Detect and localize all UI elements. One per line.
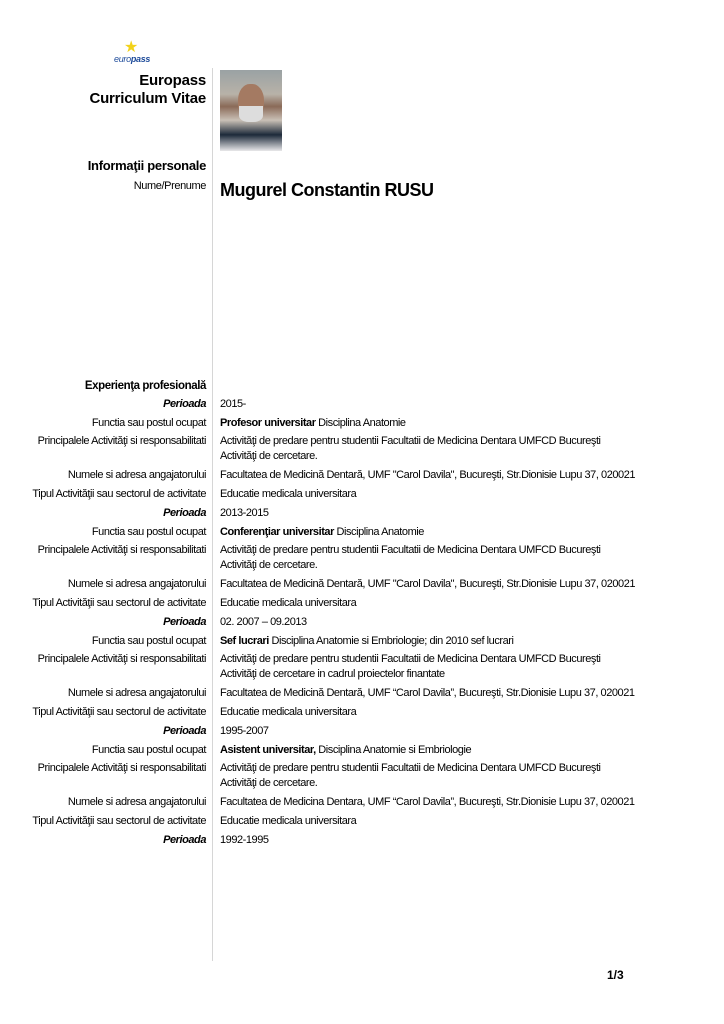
- period-row-value: 1992-1995: [220, 834, 269, 846]
- sector-row-label: Tipul Activităţii sau sectorul de activitate: [32, 815, 206, 827]
- experience-section: [0, 397, 724, 852]
- person-name: Mugurel Constantin RUSU: [220, 180, 434, 200]
- activities-row-label: Principalele Activităţi si responsabilitati: [37, 544, 206, 556]
- employer-row-value: Facultatea de Medicina Dentara, UMF “Carol Davila”, Bucureşti, Str.Dionisie Lupu 37, 020021: [220, 796, 635, 808]
- position-row: [0, 743, 724, 761]
- activities-row-label: Principalele Activităţi si responsabilitati: [37, 653, 206, 665]
- star-icon: ★: [124, 39, 139, 56]
- employer-row-label: Numele si adresa angajatorului: [67, 578, 206, 590]
- position-row: [0, 416, 724, 434]
- position-title: Asistent universitar,: [220, 744, 316, 756]
- activities-row: [0, 652, 724, 686]
- activities-row-value: Activităţi de predare pentru studentii Facultatii de Medicina Dentara UMFCD Bucureşti Activităţi de cercetare.: [220, 762, 601, 789]
- position-title: Profesor universitar: [220, 417, 316, 429]
- sector-row-label: Tipul Activităţii sau sectorul de activitate: [32, 706, 206, 718]
- period-row-label: Perioada: [163, 616, 206, 628]
- logo-text-a: euro: [114, 54, 131, 64]
- period-row: [0, 833, 724, 852]
- logo-text-b: pass: [130, 54, 151, 64]
- employer-row-label: Numele si adresa angajatorului: [67, 796, 206, 808]
- employer-row: [0, 468, 724, 487]
- position-detail: Disciplina Anatomie si Embriologie: [315, 744, 472, 756]
- employer-row: [0, 795, 724, 814]
- sector-row-value: Educatie medicala universitara: [220, 815, 357, 827]
- sector-row-value: Educatie medicala universitara: [220, 597, 357, 609]
- activities-row-label: Principalele Activităţi si responsabilitati: [37, 435, 206, 447]
- profile-photo: [220, 70, 282, 151]
- activities-row-value: Activităţi de predare pentru studentii Facultatii de Medicina Dentara UMFCD Bucureşti Activităţi de cercetare in cadrul proiectelor finantate: [220, 653, 601, 680]
- activities-row-value: Activităţi de predare pentru studentii Facultatii de Medicina Dentara UMFCD Bucureşti Activităţi de cercetare.: [220, 544, 601, 571]
- period-row-label: Perioada: [163, 725, 206, 737]
- name-label: Nume/Prenume: [133, 180, 206, 192]
- period-row: [0, 615, 724, 634]
- employer-row-value: Facultatea de Medicină Dentară, UMF “Carol Davila”, Bucureşti, Str.Dionisie Lupu 37, 020021: [220, 687, 635, 699]
- sector-row: [0, 596, 724, 615]
- position-row: [0, 525, 724, 543]
- employer-row-label: Numele si adresa angajatorului: [67, 687, 206, 699]
- period-row: [0, 506, 724, 525]
- activities-row-label: Principalele Activităţi si responsabilitati: [37, 762, 206, 774]
- employer-row: [0, 686, 724, 705]
- position-title: Sef lucrari: [220, 635, 269, 647]
- sector-row-label: Tipul Activităţii sau sectorul de activitate: [32, 488, 206, 500]
- employer-row-value: Facultatea de Medicină Dentară, UMF "Carol Davila", Bucureşti, Str.Dionisie Lupu 37, 020021: [220, 469, 636, 481]
- activities-row: [0, 434, 724, 468]
- period-row-value: 02. 2007 – 09.2013: [220, 616, 307, 628]
- experience-heading: Experienţa profesională: [84, 380, 206, 392]
- period-row-label: Perioada: [163, 834, 206, 846]
- sector-row-label: Tipul Activităţii sau sectorul de activitate: [32, 597, 206, 609]
- title-line-1: Europass: [139, 72, 206, 89]
- position-title: Conferenţiar universitar: [220, 526, 334, 538]
- activities-row: [0, 761, 724, 795]
- position-detail: Disciplina Anatomie si Embriologie; din 2010 sef lucrari: [268, 635, 514, 647]
- activities-row-value: Activităţi de predare pentru studentii Facultatii de Medicina Dentara UMFCD Bucureşti Activităţi de cercetare.: [220, 435, 601, 462]
- sector-row: [0, 705, 724, 724]
- position-row-value: [220, 525, 424, 540]
- position-row-label: Functia sau postul ocupat: [91, 744, 206, 756]
- position-detail: Disciplina Anatomie: [315, 417, 406, 429]
- period-row-value: 2013-2015: [220, 507, 269, 519]
- europass-logo: [112, 40, 152, 66]
- sector-row-value: Educatie medicala universitara: [220, 706, 357, 718]
- sector-row-value: Educatie medicala universitara: [220, 488, 357, 500]
- position-row-label: Functia sau postul ocupat: [91, 417, 206, 429]
- employer-row: [0, 577, 724, 596]
- period-row: [0, 724, 724, 743]
- period-row-label: Perioada: [163, 398, 206, 410]
- position-row-value: [220, 634, 513, 649]
- sector-row: [0, 814, 724, 833]
- position-row-value: [220, 416, 406, 431]
- page-number: 1/3: [607, 968, 624, 982]
- personal-info-heading: Informaţii personale: [87, 158, 206, 173]
- period-row-value: 2015-: [220, 398, 246, 410]
- title-line-2: Curriculum Vitae: [89, 90, 206, 107]
- position-row-label: Functia sau postul ocupat: [91, 526, 206, 538]
- position-detail: Disciplina Anatomie: [333, 526, 424, 538]
- position-row-value: [220, 743, 471, 758]
- employer-row-label: Numele si adresa angajatorului: [67, 469, 206, 481]
- period-row: [0, 397, 724, 416]
- period-row-label: Perioada: [163, 507, 206, 519]
- activities-row: [0, 543, 724, 577]
- position-row: [0, 634, 724, 652]
- document-title: [89, 72, 206, 108]
- sector-row: [0, 487, 724, 506]
- employer-row-value: Facultatea de Medicină Dentară, UMF "Carol Davila", Bucureşti, Str.Dionisie Lupu 37, 020021: [220, 578, 636, 590]
- position-row-label: Functia sau postul ocupat: [91, 635, 206, 647]
- period-row-value: 1995-2007: [220, 725, 269, 737]
